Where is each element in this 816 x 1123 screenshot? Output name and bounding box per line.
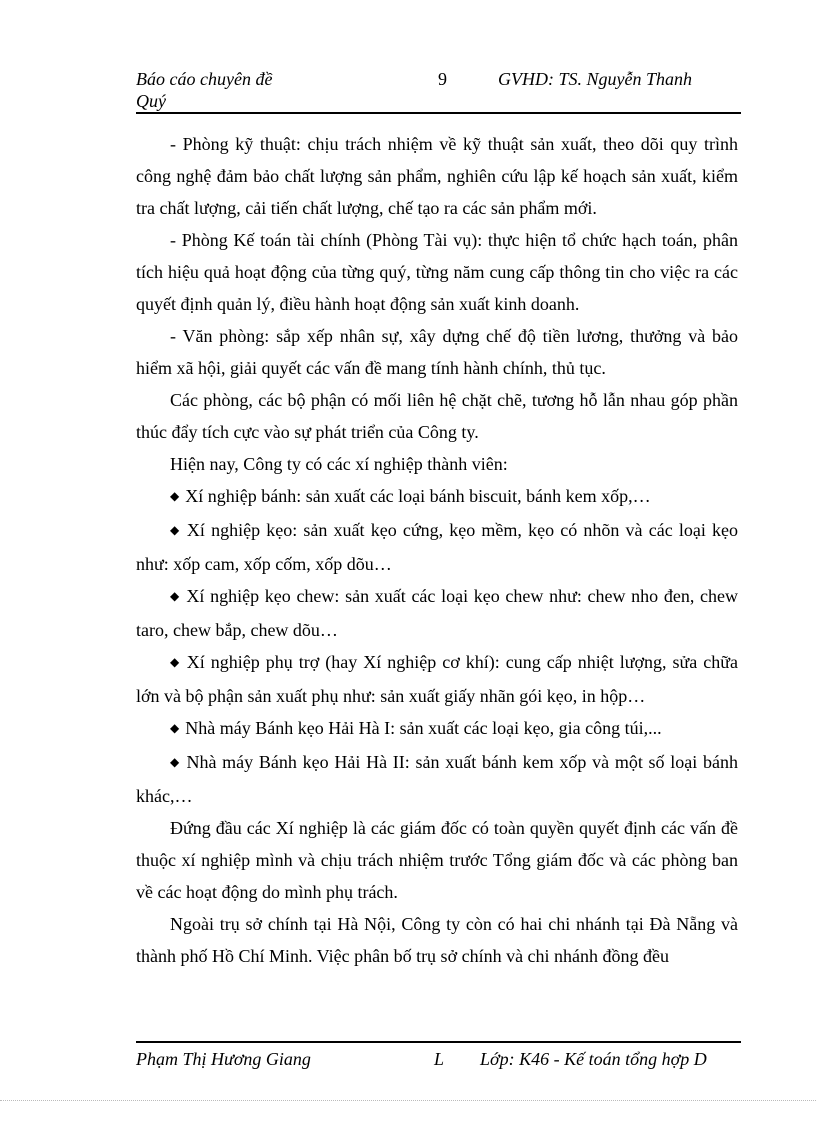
paragraph-text: Đứng đầu các Xí nghiệp là các giám đốc có toàn quyền quyết định các vấn đề thuộc xí nghiệp mình và chịu trách nhiệm trước Tổng giám đốc và các phòng ban về các hoạt động do mình phụ trách. <box>136 818 738 902</box>
paragraph <box>136 908 738 972</box>
paragraph-text: Xí nghiệp kẹo: sản xuất kẹo cứng, kẹo mềm, kẹo có nhõn và các loại kẹo như: xốp cam, xốp cốm, xốp dõu… <box>136 520 738 574</box>
paragraph-text: Xí nghiệp bánh: sản xuất các loại bánh biscuit, bánh kem xốp,… <box>185 486 651 506</box>
page-edge-divider <box>0 1100 816 1101</box>
bullet-paragraph <box>136 712 738 746</box>
header-report-title-continued: Quý <box>136 91 166 111</box>
footer-class: Lớp: K46 - Kế toán tổng hợp D <box>480 1049 707 1069</box>
diamond-bullet-icon <box>170 486 185 506</box>
diamond-bullet-icon <box>170 752 186 772</box>
paragraph-text: - Phòng kỹ thuật: chịu trách nhiệm về kỹ thuật sản xuất, theo dõi quy trình công nghệ đảm bảo chất lượng sản phẩm, nghiên cứu lập kế hoạch sản xuất, kiểm tra chất lượng, cải tiến chất lượng, chế tạo ra các sản phẩm mới. <box>136 134 738 218</box>
paragraph <box>136 448 738 480</box>
bullet-paragraph <box>136 746 738 812</box>
paragraph <box>136 384 738 448</box>
paragraph <box>136 128 738 224</box>
paragraph-text: - Phòng Kế toán tài chính (Phòng Tài vụ): thực hiện tổ chức hạch toán, phân tích hiệu quả hoạt động của từng quý, từng năm cung cấp thông tin cho việc ra các quyết định quản lý, điều hành hoạt động sản xuất kinh doanh. <box>136 230 738 314</box>
diamond-bullet-icon <box>170 520 187 540</box>
diamond-bullet-icon <box>170 652 187 672</box>
header-report-title: Báo cáo chuyên đề <box>136 69 273 89</box>
footer-marker: L <box>434 1049 445 1069</box>
paragraph-text: Nhà máy Bánh kẹo Hải Hà I: sản xuất các loại kẹo, gia công túi,... <box>185 718 662 738</box>
paragraph <box>136 224 738 320</box>
bullet-paragraph <box>136 480 738 514</box>
bullet-paragraph <box>136 646 738 712</box>
page-header <box>136 66 741 114</box>
paragraph-text: Các phòng, các bộ phận có mối liên hệ chặt chẽ, tương hỗ lẫn nhau góp phần thúc đẩy tích cực vào sự phát triển của Công ty. <box>136 390 738 442</box>
header-supervisor: GVHD: TS. Nguyễn Thanh <box>498 69 692 89</box>
page-footer <box>136 1041 741 1073</box>
bullet-paragraph <box>136 580 738 646</box>
paragraph-text: Ngoài trụ sở chính tại Hà Nội, Công ty còn có hai chi nhánh tại Đà Nẵng và thành phố Hồ Chí Minh. Việc phân bố trụ sở chính và chi nhánh đồng đều <box>136 914 738 966</box>
paragraph <box>136 812 738 908</box>
paragraph-text: Xí nghiệp phụ trợ (hay Xí nghiệp cơ khí): cung cấp nhiệt lượng, sửa chữa lớn và bộ phận sản xuất phụ như: sản xuất giấy nhãn gói kẹo, in hộp… <box>136 652 738 706</box>
paragraph-text: - Văn phòng: sắp xếp nhân sự, xây dựng chế độ tiền lương, thưởng và bảo hiểm xã hội, giải quyết các vấn đề mang tính hành chính, thủ tục. <box>136 326 738 378</box>
paragraph-text: Hiện nay, Công ty có các xí nghiệp thành viên: <box>170 454 508 474</box>
bullet-paragraph <box>136 514 738 580</box>
diamond-bullet-icon <box>170 718 185 738</box>
document-body <box>136 128 738 972</box>
paragraph-text: Nhà máy Bánh kẹo Hải Hà II: sản xuất bánh kem xốp và một số loại bánh khác,… <box>136 752 739 806</box>
footer-author: Phạm Thị Hương Giang <box>136 1049 311 1069</box>
paragraph-text: Xí nghiệp kẹo chew: sản xuất các loại kẹo chew như: chew nho đen, chew taro, chew bắp, chew dõu… <box>136 586 738 640</box>
diamond-bullet-icon <box>170 586 186 606</box>
paragraph <box>136 320 738 384</box>
page-number: 9 <box>438 69 447 89</box>
